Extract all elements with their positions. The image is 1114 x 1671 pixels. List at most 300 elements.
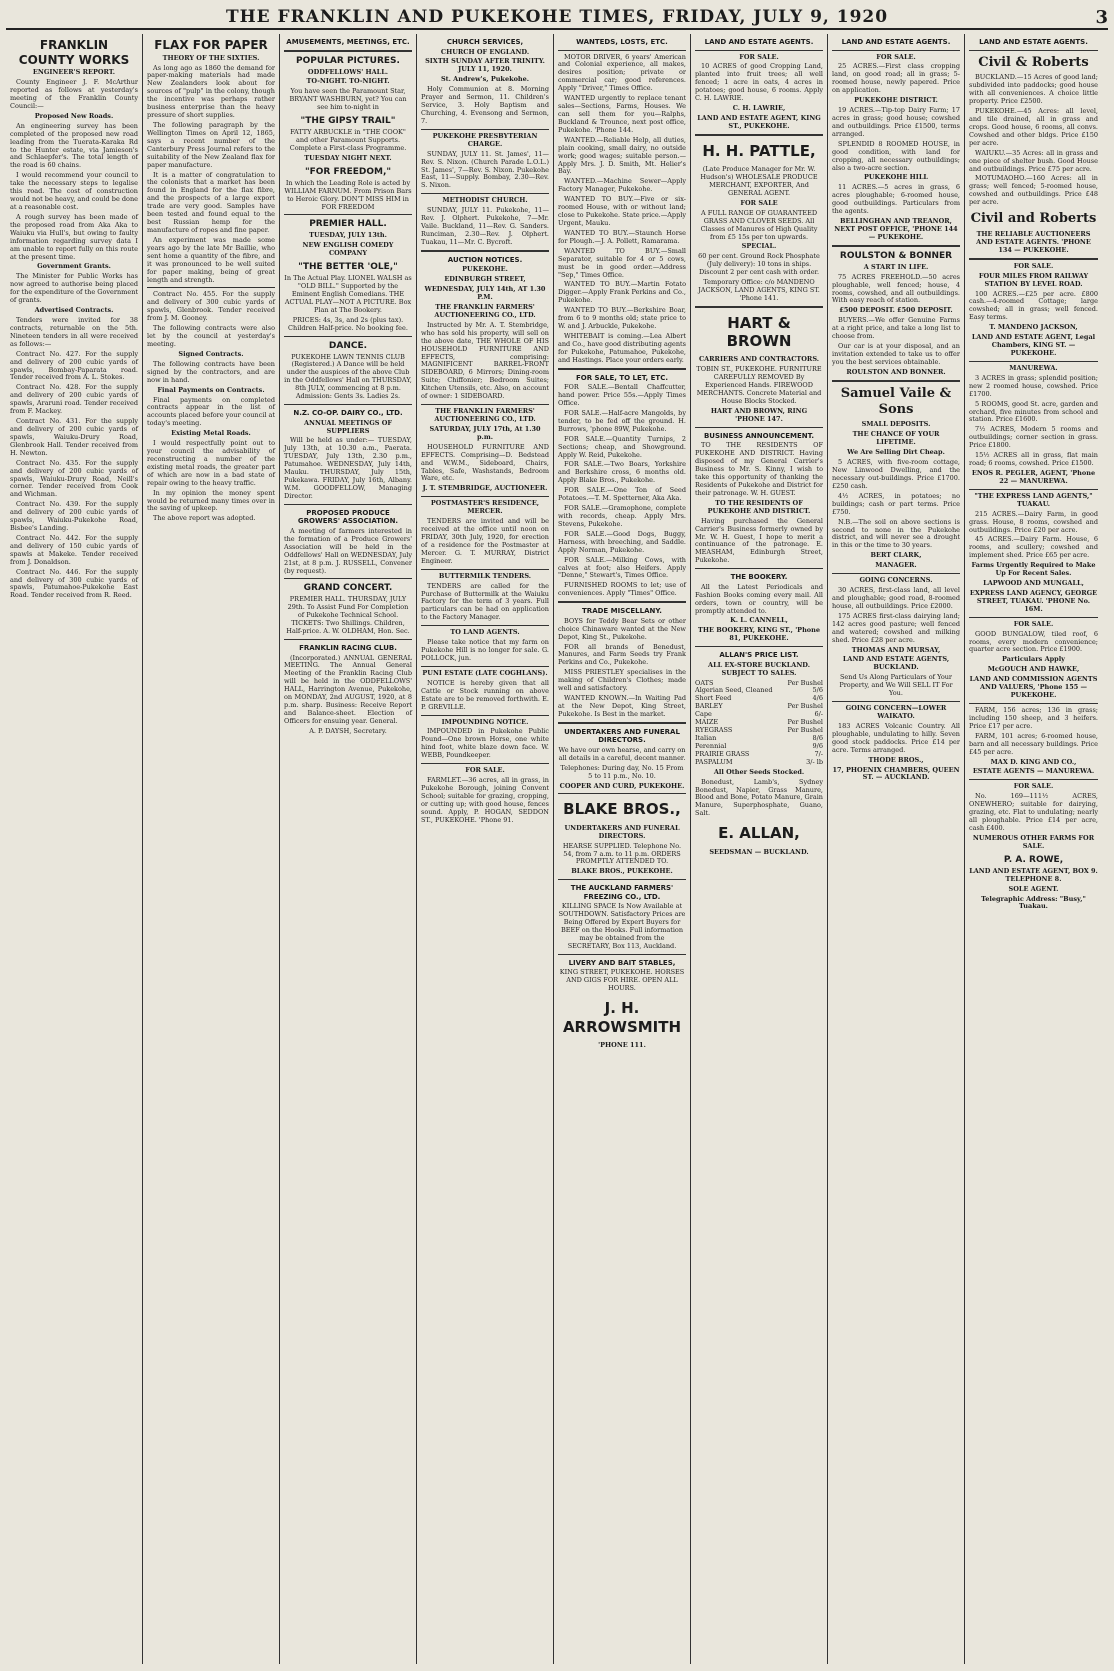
price-item: Italian xyxy=(695,734,717,743)
ad-text: FARM, 156 acres; 136 in grass; including 150 sheep, and 3 heifers. Price £17 per acre. xyxy=(969,706,1098,730)
manager-title: MANAGER. xyxy=(875,561,917,570)
article-paragraph: Contract No. 427. For the supply and delivery of 200 cubic yards of spawls, Bombay-Paparata road. Tender received from A. L. Stokes. xyxy=(10,349,138,382)
parish-name: St. Andrew's, Pukekohe. xyxy=(440,75,530,84)
ad-signature: BLAKE BROS., PUKEKOHE. xyxy=(571,867,673,876)
divider xyxy=(969,703,1098,704)
agent-address: LAND AND ESTATE AGENT, KING ST., PUKEKOHE. xyxy=(697,113,821,130)
ad-text: 10 ACRES of good Cropping Land, planted into fruit trees; all well fenced; 1 acre in oats, 4 acres in potatoes; good house, 6 rooms. Apply C. H. LAWRIE. xyxy=(695,62,823,103)
column-7 xyxy=(828,34,965,1664)
divider xyxy=(832,573,960,574)
showtime: TO-NIGHT. TO-NIGHT. xyxy=(306,77,390,86)
price-row xyxy=(695,759,823,767)
ad-text: 100 ACRES.—£25 per acre. £800 cash.—4-roomed Cottage; large cowshed; all in grass; well fenced. Easy terms. xyxy=(969,289,1098,322)
apply-line: Particulars Apply xyxy=(1002,655,1065,664)
arrowsmith-name: J. H. ARROWSMITH xyxy=(562,999,682,1036)
ad-text: FARM, 101 acres; 6-roomed house, barn and all necessary buildings. Price £45 per acre. xyxy=(969,731,1098,756)
divider xyxy=(695,646,823,647)
showtime: TUESDAY NIGHT NEXT. xyxy=(304,153,392,162)
ad-text: SPLENDID 8 ROOMED HOUSE, in good condition, with land for cropping, all necessary outbuildings; also a two-acre section. xyxy=(832,139,960,172)
ad-text: Bonedust, Lamb's, Sydney Bonedust, Napier, Grass Manure, Blood and Bone, Potato Manure, Grain Manure, Superphosphate, Guano, Salt. xyxy=(695,777,823,818)
price-list-heading: ALLAN'S PRICE LIST. xyxy=(719,651,799,660)
ad-text: Our car is at your disposal, and an invitation extended to take us to offer you the best services obtainable. xyxy=(832,342,960,366)
ad-text: MOTUMAOHO.—160 Acres: all in grass; well fenced; 5-roomed house, cowshed and outbuildings. Price £48 per acre. xyxy=(969,174,1098,207)
divider xyxy=(695,568,823,569)
price-value: Per Bushel xyxy=(787,726,823,735)
section-heading: Proposed New Roads. xyxy=(34,111,114,120)
article-paragraph: Contract No. 435. For the supply and delivery of 200 cubic yards of spawls, Waiuku-Drury Road, Neill's corner. Tender received from Cook and Wichman. xyxy=(10,458,138,499)
article-paragraph: The following contracts have been signed by the contractors, and are now in hand. xyxy=(147,359,275,384)
classified-ad: WANTED TO BUY.—Martin Fotato Digger.—Apply Frank Perkins and Co., Pukekohe. xyxy=(558,280,686,305)
ad-text: Send Us Along Particulars of Your Property, and We Will SELL IT For You. xyxy=(839,673,953,698)
price-list xyxy=(695,680,823,767)
premier-heading: PREMIER HALL. xyxy=(309,219,387,230)
article-paragraph: Contract No. 455. For the supply and delivery of 300 cubic yards of spawls, Glenbrook. Tender received from J. M. Gooney. xyxy=(147,290,275,323)
section-heading: Advertised Contracts. xyxy=(34,306,114,315)
ad-text: In The Actual Play. LIONEL WALSH as "OLD BILL." Supported by the Eminent English Comedians. THE ACTUAL PLAY—NOT A PICTURE. Box Plan at The Bookery. xyxy=(284,274,412,314)
ad-text: 5 ACRES, with five-room cottage, New Linwood Dwelling, and the necessary out-buildings. Price £1700. £250 cash. xyxy=(832,458,960,490)
impound-heading: IMPOUNDING NOTICE. xyxy=(441,717,529,726)
article-paragraph: Contract No. 439. For the supply and delivery of 200 cubic yards of spawls, Waiuku-Pukekohe Road, Bisbee's Landing. xyxy=(10,500,138,533)
for-sale-heading: FOR SALE. xyxy=(1013,261,1054,270)
divider xyxy=(969,50,1098,51)
church-heading: CHURCH SERVICES, xyxy=(446,38,524,46)
small-deposits-heading: SMALL DEPOSITS. xyxy=(861,420,931,429)
ad-text: 75 ACRES FREEHOLD.—50 acres ploughable, well fenced; house, 4 rooms, cowshed, and all outbuildings. With easy reach of station. xyxy=(832,272,960,305)
business-subheading: TO THE RESIDENTS OF PUKEKOHE AND DISTRICT. xyxy=(707,498,811,515)
classified-ad: MISS PRIESTLEY specialises in the making of Children's Clothes; made well and satisfactory. xyxy=(558,668,686,693)
for-sale-heading: FOR SALE. xyxy=(1013,619,1054,628)
section-heading: Final Payments on Contracts. xyxy=(157,385,265,394)
business-heading: BUSINESS ANNOUNCEMENT. xyxy=(703,431,815,440)
special-heading: SPECIAL. xyxy=(741,242,777,251)
county-works-heading: FRANKLIN COUNTY WORKS xyxy=(18,38,130,67)
price-value: Per Bushel xyxy=(787,718,823,727)
concert-heading: GRAND CONCERT. xyxy=(303,583,393,594)
article-paragraph: Contract No. 431. For the supply and delivery of 200 cubic yards of spawls, Waiuku-Drury Road, Glenbrook Hall. Tender received from H. Newton. xyxy=(10,417,138,457)
agent-address: THE RELIABLE AUCTIONEERS AND ESTATE AGENTS. 'PHONE 134 — PUKEKOHE. xyxy=(976,230,1091,254)
ad-text: 45 ACRES.—Dairy Farm. House, 6 rooms, and scullery; cowshed and implement shed. Price £65 per acre. xyxy=(969,535,1098,560)
ad-text: PUKEKOHE.—45 Acres: all level, and tile drained, all in grass and crops. Good house, 6 rooms, all convs. Cowshed and other bldgs. Price £150 per acre. xyxy=(969,107,1098,147)
auctioneer-name: THE FRANKLIN FARMERS' AUCTIONEERING CO., LTD. xyxy=(434,303,536,319)
classified-ad: MOTOR DRIVER, 6 years' American and Colonial experience, all makes, desires position; private or commercial car; good references. Apply "Driver," Times Office. xyxy=(558,52,686,93)
ad-signature: A. P. DAYSH, Secretary. xyxy=(309,726,387,735)
price-item: RYEGRASS xyxy=(695,726,733,735)
divider xyxy=(558,50,686,51)
article-paragraph: Tenders were invited for 38 contracts, returnable on the 5th. Nineteen tenders in all were received as follows:— xyxy=(10,315,138,348)
divider xyxy=(421,763,549,764)
column-1 xyxy=(6,34,143,1664)
divider xyxy=(695,306,823,308)
dance-heading: DANCE. xyxy=(328,340,368,351)
auction-heading: AUCTION NOTICES. xyxy=(447,255,523,264)
roulston-heading: ROULSTON & BONNER xyxy=(839,250,953,261)
classified-ad: FOR SALE.—Milking Cows, with calves at foot; also Heifers. Apply "Denne," Stewart's, Times Office. xyxy=(558,555,686,580)
divider xyxy=(695,134,823,136)
divider xyxy=(695,427,823,428)
classified-ad: WANTED TO BUY.—Small Separator, suitable for 4 or 5 cows, must be in good order.—Address "Sep," Times Office. xyxy=(558,246,686,279)
blake-subheading: UNDERTAKERS AND FUNERAL DIRECTORS. xyxy=(564,823,680,840)
divider xyxy=(284,336,412,337)
classified-ad: BOYS for Teddy Bear Sets or other choice Chinaware wanted at the New Depot, King St., Pukekohe. xyxy=(558,616,686,641)
classified-ad: WANTED urgently to replace tenant sales—Sections, Farms, Houses. We can sell them for you—Ralphs, Buckland & Trounce, next post office, Pukekohe. 'Phone 144. xyxy=(558,94,686,134)
masthead xyxy=(6,6,1108,30)
ad-text: 3 ACRES in grass; splendid position; new 2 roomed house, cowshed. Price £1700. xyxy=(969,373,1098,398)
listing-heading: FOUR MILES FROM RAILWAY STATION BY LEVEL ROAD. xyxy=(978,271,1089,288)
divider xyxy=(284,404,412,405)
dairy-subheading: ANNUAL MEETINGS OF SUPPLIERS xyxy=(304,418,392,435)
arrowsmith-phone: 'PHONE 111. xyxy=(598,1040,646,1049)
numerous-line: NUMEROUS OTHER FARMS FOR SALE. xyxy=(972,833,1095,850)
ad-text: Please take notice that my farm on Pukekohe Hill is no longer for sale. G. POLLOCK, jun. xyxy=(421,638,549,662)
ad-text: All the Latest Periodicals and Fashion Books coming every mail. All orders, town or country, will be promptly attended to. xyxy=(695,582,823,615)
column-2 xyxy=(143,34,280,1664)
agent-name: McGOUCH AND HAWKE, xyxy=(987,665,1080,674)
divider xyxy=(421,715,549,716)
auction-date: SATURDAY, JULY 17th, At 1.30 p.m. xyxy=(429,424,541,441)
church-date: SIXTH SUNDAY AFTER TRINITY. JULY 11, 1920. xyxy=(425,57,545,74)
classified-ad: FOR SALE.—One Ton of Seed Potatoes.—T. M. Spetterner, Aka Aka. xyxy=(558,486,686,503)
ad-text: TOBIN ST., PUKEKOHE. FURNITURE CAREFULLY REMOVED By Experienced Hands. FIREWOOD MERCHANTS. Concrete Material and House Blocks Stocked. xyxy=(696,365,822,406)
article-paragraph: An engineering survey has been completed of the proposed new road leading from the Tuerata-Karaka Rd to the Hunter estate, via Jamieson's and Schlaepfer's. The total length of the road is 60 chains. xyxy=(10,121,138,170)
price-item: PASPALUM xyxy=(695,757,733,766)
article-paragraph: In my opinion the money spent would be returned many times over in the saving of upkeep. xyxy=(147,488,275,513)
venue: ODDFELLOWS' HALL. xyxy=(307,67,389,76)
ad-text: N.B.—The soil on above sections is second to none in the Pukekohe district, and will never see a drought in this or the time to 30 years. xyxy=(832,517,960,550)
ad-text: TENDERS are invited and will be received at the office until noon on FRIDAY, 30th July, 1920, for erection of a residence for the Postmaster at Mercer. G. T. MURRAY, District Engineer. xyxy=(421,517,549,565)
ad-text: KING STREET, PUKEKOHE. HORSES AND GIGS FOR HIRE. OPEN ALL HOURS. xyxy=(559,968,685,993)
land-agents-heading: LAND AND ESTATE AGENTS. xyxy=(704,38,814,46)
divider xyxy=(969,779,1098,780)
ad-text: FARMLET.—36 acres, all in grass, in Pukekohe Borough, joining Convent School; suitable for grazing, cropping, or cutting up; with good house, fences sound. Apply, P. HOGAN, SEDDON ST., PUKEKOHE. 'Phone 91. xyxy=(421,776,549,824)
undertakers-heading: UNDERTAKERS AND FUNERAL DIRECTORS. xyxy=(564,727,680,745)
church-heading-presbyterian: PUKEKOHE PRESBYTERIAN CHARGE. xyxy=(432,131,538,148)
postmaster-heading: POSTMASTER'S RESIDENCE, MERCER. xyxy=(430,499,540,516)
agent-address: ESTATE AGENTS — MANUREWA. xyxy=(972,767,1095,776)
divider xyxy=(695,50,823,51)
ad-text: Instructed by Mr. A. T. Stembridge, who has sold his property, will sell on the above date, THE WHOLE OF HIS HOUSEHOLD FURNITURE AND EFFECTS, comprising: MAGNIFICENT BARREL-FRONT SIDEBOARD, 6 Mirrors; Dining-room Suite; Chiffonier; Bedroom Suites; Kitchen Utensils, etc. Also, on account of owner: 1 SIDEBOARD. xyxy=(421,320,549,401)
divider xyxy=(421,496,549,497)
bookery-heading: THE BOOKERY. xyxy=(730,573,788,582)
ad-text: BUCKLAND.—15 Acres of good land; subdivided into paddocks; good house with all conveniences. A choice little property. Price £2500. xyxy=(969,73,1098,106)
classified-ad: WANTED TO BUY.—Berkshire Boar, from 6 to 9 months old; state price to W. and J. Arbuckle, Pukekohe. xyxy=(558,306,686,331)
article-paragraph: Contract No. 442. For the supply and delivery of 150 cubic yards of spawls at Makeke. Tender received from J. Donaldson. xyxy=(10,533,138,566)
classified-ad: WANTED TO BUY.—Five or six-roomed House, with or without land; close to Pukekohe. State price.—Apply Urgent, Mauku. xyxy=(558,195,686,227)
ad-text: PREMIER HALL. THURSDAY, JULY 29th. To Assist Fund For Completion of Pukekohe Technical School. TICKETS: Two Shillings. Children, Half-price. A. W. OLDHAM, Hon. Sec. xyxy=(286,595,410,636)
article-paragraph: The Minister for Public Works has now agreed to authorise being placed for the expenditure of the Government of grants. xyxy=(10,272,138,305)
divider xyxy=(832,701,960,702)
divider xyxy=(558,368,686,370)
classified-ad: FOR SALE.—Gramophone, complete with records, cheap. Apply Mrs. Stevens, Pukekohe. xyxy=(558,504,686,528)
ad-text: WAIUKU.—35 Acres: all in grass and one piece of shelter bush. Good House and outbuildings. Price £75 per acre. xyxy=(969,148,1098,173)
ad-text: BUYERS.—We offer Genuine Farms at a right price, and take a long list to choose from. xyxy=(832,316,960,341)
ad-text: 5 ROOMS, good St. acre, garden and orchard, five minutes from school and station. Price £1600. xyxy=(969,399,1098,424)
article-paragraph: An experiment was made some years ago by the late Mr Baillie, who sent home a quantity of the fibre, and it was pronounced to be well suited for paper making, being of great length and strength. xyxy=(147,235,275,284)
ad-text: 215 ACRES.—Dairy Farm, in good grass. House, 8 rooms, cowshed and outbuildings. Price £20 per acre. xyxy=(969,509,1098,534)
ad-signature: COOPER AND CURD, PUKEKOHE. xyxy=(559,781,685,790)
vaile-heading: Samuel Vaile & Sons xyxy=(840,385,952,417)
telegraphic-address: Telegraphic Address: "Busy," Tuakau. xyxy=(981,894,1086,911)
estate-notice-heading: PUNI ESTATE (LATE COGHLANS). xyxy=(422,668,548,677)
ad-text: (Late Produce Manager for Mr. W. Hudson's) WHOLESALE PRODUCE MERCHANT, EXPORTER, And GENERAL AGENT. xyxy=(700,165,818,197)
ad-text: SUNDAY, JULY 11. St. James', 11—Rev. S. Nixon. (Church Parade L.O.L.) St. James', 7—Rev. S. Nixon. Pukekohe East, 11—Supply. Bombay, 2.30—Rev. S. Nixon. xyxy=(421,149,549,190)
columns xyxy=(6,34,1108,1664)
price-value: Per Bushel xyxy=(787,678,823,687)
land-agents-heading: LAND AND ESTATE AGENTS. xyxy=(979,38,1088,46)
divider xyxy=(421,250,549,252)
newspaper-title: THE FRANKLIN AND PUKEKOHE TIMES, FRIDAY, JULY 9, 1920 xyxy=(225,7,889,27)
ad-text: (Incorporated.) ANNUAL GENERAL MEETING. The Annual General Meeting of the Franklin Racing Club will be held in the ODDFELLOWS' HALL, Harrington Avenue, Pukekohe, on MONDAY, 2nd AUGUST, 1920, at 8 p.m. sharp. Business: Receive Report and Balance-sheet. Election of Officers for ensuing year. General. xyxy=(284,653,412,725)
land-agents-heading: LAND AND ESTATE AGENTS. xyxy=(841,38,951,46)
manager-name: BERT CLARK, xyxy=(870,551,922,560)
agent-address: LAND AND ESTATE AGENT, BOX 9. TELEPHONE 8. xyxy=(969,866,1098,883)
column-6 xyxy=(691,34,828,1664)
livery-heading: LIVERY AND BAIT STABLES, xyxy=(568,958,676,967)
ad-text: 175 ACRES first-class dairying land; 142 acres good pasture; well fenced and watered; cowshed and milking shed. Price £28 per acre. xyxy=(832,611,960,644)
section-heading: Signed Contracts. xyxy=(178,349,244,358)
civil-roberts-signature: Civil and Roberts xyxy=(970,211,1097,227)
chance-line: THE CHANCE OF YOUR LIFETIME. xyxy=(852,430,940,447)
classified-ad: FOR SALE.—Half-acre Mangolds, by tender, to be fed off the ground. H. Burrows, 'phone 89W, Pukekohe. xyxy=(558,408,686,433)
ad-text: No. 169—111½ ACRES, ONEWHERO; suitable for dairying, grazing, etc. Flat to undulating; nearly all ploughable. Price £14 per acre, cash £400. xyxy=(969,792,1098,832)
agent-address: ENOS R. PEGLER, AGENT, 'Phone 22 — MANUREWA. xyxy=(971,468,1096,485)
racing-heading: FRANKLIN RACING CLUB. xyxy=(299,644,397,652)
agent-name: THOMAS AND MURSAY, xyxy=(851,645,941,654)
ad-text: 30 ACRES, first-class land, all level and ploughable; good road, 8-roomed house, all outbuildings. Price £2000. xyxy=(832,586,960,610)
ad-signature: HART AND BROWN, RING 'PHONE 147. xyxy=(710,407,808,423)
price-item: Perennial xyxy=(695,741,727,750)
church-heading-methodist: METHODIST CHURCH. xyxy=(442,196,528,205)
agent-name: T. MANDENO JACKSON, xyxy=(989,323,1078,332)
ad-text: TENDERS are called for the Purchase of Buttermilk at the Waiuku Factory for the term of 3 years. Full particulars can be had on application to the Factory Manager. xyxy=(421,581,549,622)
agent-address: BELLINGHAN AND TREANOR, NEXT POST OFFICE, 'PHONE 144 — PUKEKOHE. xyxy=(834,217,958,241)
growers-heading: PROPOSED PRODUCE GROWERS' ASSOCIATION. xyxy=(297,508,399,526)
hart-brown-heading: HART & BROWN xyxy=(726,313,792,351)
divider xyxy=(284,578,412,579)
for-sale-heading: FOR SALE xyxy=(740,198,778,207)
column-8 xyxy=(965,34,1102,1664)
divider xyxy=(558,954,686,955)
agent-address: EXPRESS LAND AGENCY, GEORGE STREET, TUAKAU. 'PHONE No. 16M. xyxy=(969,588,1098,613)
ad-text: KILLING SPACE Is Now Available at SOUTHDOWN. Satisfactory Prices are Being Offered by Expert Buyers for BEEF on the Hooks. Full information may be obtained from the SECRETARY, Box 113, Auckland. xyxy=(558,902,686,950)
price-item: BARLEY xyxy=(695,702,723,711)
classified-ad: WANTED.—Machine Sewer—Apply Factory Manager, Pukekohe. xyxy=(558,177,686,194)
auction-street: EDINBURGH STREET, xyxy=(444,275,526,284)
auctioneer-signature: J. T. STEMBRIDGE, AUCTIONEER. xyxy=(422,484,548,493)
freezing-heading: THE AUCKLAND FARMERS' FREEZING CO., LTD. xyxy=(570,884,674,901)
ad-text: A FULL RANGE OF GUARANTEED GRASS AND CLOVER SEEDS. All Classes of Manures of High Quality from £5 15s per ton upwards. xyxy=(700,208,818,241)
ad-text: 15½ ACRES all in grass, flat main road; 6 rooms, cowshed. Price £1500. xyxy=(969,451,1098,468)
divider xyxy=(421,625,549,626)
price-value: Per Bushel xyxy=(787,702,823,711)
divider xyxy=(421,129,549,130)
agent-name: MAX D. KING AND CO., xyxy=(990,757,1077,766)
divider xyxy=(969,361,1098,362)
express-heading: "THE EXPRESS LAND AGENTS," TUAKAU. xyxy=(974,491,1093,508)
price-value: 5/6 xyxy=(812,686,823,695)
ad-text: SUNDAY, JULY 11. Pukekohe, 11—Rev. J. Olphert. Pukekohe, 7—Mr. Vaile. Buckland, 11—Rev. G. Sanders. Runciman, 2.30—Rev. J. Olphert. Tuakau, 11—Mr. C. Bycroft. xyxy=(421,206,549,246)
company-name: NEW ENGLISH COMEDY COMPANY xyxy=(302,241,394,258)
divider xyxy=(421,569,549,570)
classified-ad: FOR SALE.—Quantity Turnips, 2 Sections; cheap, and Showground. Apply W. Reid, Pukekohe. xyxy=(558,434,686,459)
divider xyxy=(147,287,275,288)
section-heading: Government Grants. xyxy=(37,262,111,271)
start-heading: A START IN LIFE. xyxy=(863,262,929,271)
article-paragraph: Contract No. 428. For the supply and delivery of 200 cubic yards of spawls, Araruni road. Tender received from F. Mackey. xyxy=(10,383,138,416)
flax-heading: FLAX FOR PAPER xyxy=(154,38,268,52)
play-title: "THE BETTER 'OLE," xyxy=(298,262,398,273)
divider xyxy=(421,666,549,667)
film-title: "FOR FREEDOM," xyxy=(304,166,392,177)
ad-text: Will be held as under:— TUESDAY, July 13th, at 10.30 a.m., Paerata. TUESDAY, July 13th, 2.30 p.m., Patumahoe. WEDNESDAY, July 14th, Mauku. THURSDAY, July 15th, Pukekawa. FRIDAY, July 16th, Albany. W.M. GOODFELLOW, Managing Director. xyxy=(284,436,412,500)
trade-heading: TRADE MISCELLANY. xyxy=(582,607,662,616)
divider xyxy=(284,214,412,215)
agent-name: P. A. ROWE, xyxy=(1003,854,1064,865)
divider xyxy=(832,245,960,247)
article-paragraph: The following contracts were also let by the council at yesterday's meeting. xyxy=(147,324,275,348)
page-number: 3 xyxy=(1095,6,1108,28)
article-paragraph: A rough survey has been made of the proposed road from Aka Aka to Waiuku via Hull's, but owing to faulty information regarding survey data I am unable to report fully on this route at the present time. xyxy=(10,212,138,261)
ad-text: In which the Leading Role is acted by WILLIAM FARNUM. From Prison Bars to Heroic Glory. DON'T MISS HIM in FOR FREEDOM xyxy=(284,178,412,211)
article-paragraph: I would recommend your council to take the necessary steps to legalise this road. The cost of construction would not be heavy, and could be done at a reasonable cost. xyxy=(10,171,138,211)
land-agents-notice-heading: TO LAND AGENTS. xyxy=(450,628,520,637)
sole-agent-line: SOLE AGENT. xyxy=(1008,884,1059,893)
agent-name: C. H. LAWRIE, xyxy=(732,104,786,113)
divider xyxy=(558,601,686,603)
allan-name: E. ALLAN, xyxy=(718,824,800,843)
auctioneer-name: THE FRANKLIN FARMERS' AUCTIONEERING CO., LTD. xyxy=(434,407,536,424)
divider xyxy=(832,380,960,382)
flax-subheading: THEORY OF THE SIXTIES. xyxy=(162,53,260,62)
auction-location: PUKEKOHE. xyxy=(462,265,508,274)
price-item: Short Feed xyxy=(695,694,732,703)
ad-text: 11 ACRES.—5 acres in grass, 6 acres ploughable; 6-roomed house, good outbuildings. Particulars from the agents. xyxy=(832,183,960,216)
district-heading: MANUREWA. xyxy=(1009,363,1058,372)
divider xyxy=(558,722,686,724)
ad-text: Holy Communion at 8. Morning Prayer and Sermon, 11. Children's Service, 3. Holy Baptism and Churching, 4. Evensong and Sermon, 7. xyxy=(421,85,549,125)
ad-text: HEARSE SUPPLIED. Telephone No. 54, from 7 a.m. to 11 p.m. ORDERS PROMPTLY ATTENDED TO. xyxy=(562,841,682,866)
divider xyxy=(284,504,412,505)
ad-text: 4½ ACRES, in potatoes; no buildings; cash or part terms. Price £750. xyxy=(832,491,960,516)
buttermilk-heading: BUTTERMILK TENDERS. xyxy=(438,571,532,580)
article-paragraph: It is a matter of congratulation to the colonists that a market has been found in England for the flax fibre, and the prospects of a large export trade are very good. Samples have been tested and found equal to the best Russian hemp for the manufacture of ropes and fine paper. xyxy=(147,170,275,234)
article-paragraph: As long ago as 1860 the demand for paper-making materials had made New Zealanders look about for sources of "pulp" in the colony, though the incentive was perhaps rather business enterprise than the heavy pressure of short supplies. xyxy=(147,63,275,120)
for-sale-heading: FOR SALE. xyxy=(1013,782,1054,791)
amusements-heading: AMUSEMENTS, MEETINGS, ETC. xyxy=(286,38,410,46)
divider xyxy=(558,793,686,794)
wanteds-heading: WANTEDS, LOSTS, ETC. xyxy=(576,38,668,46)
for-sale-to-let-heading: FOR SALE, TO LET, ETC. xyxy=(576,373,668,382)
price-list-note: All Other Seeds Stocked. xyxy=(713,767,805,776)
classified-ad: FOR SALE.—Two Boars, Yorkshire and Berkshire cross, 6 months old. Apply Blake Bros., Pukekohe. xyxy=(558,460,686,485)
church-subheading: CHURCH OF ENGLAND. xyxy=(440,47,530,56)
ad-text: IMPOUNDED in Pukekohe Public Pound—One brown Horse, one white hind foot, white blaze down face. W. WEBB, Poundkeeper. xyxy=(421,727,549,760)
price-value: 3/- lb xyxy=(806,757,823,766)
ad-text: PUKEKOHE LAWN TENNIS CLUB (Registered.) A Dance will be held under the auspices of the above Club in the Oddfellows' Hall on THURSDAY, 8th JULY, commencing at 8 p.m. Admission: Gents 3s. Ladies 2s. xyxy=(284,352,412,401)
section-heading: Existing Metal Roads. xyxy=(171,429,251,438)
ad-text: Temporary Office: c/o MANDENO JACKSON, LAND AGENTS, KING ST. 'Phone 141. xyxy=(698,278,820,302)
going-concerns-heading: GOING CONCERNS. xyxy=(859,576,933,585)
ad-text: FATTY ARBUCKLE in "THE COOK" and other Paramount Supports. Complete a First-class Programme. xyxy=(289,128,407,152)
event-date: TUESDAY, JULY 13th. xyxy=(309,231,387,240)
ad-text: 183 ACRES Volcanic Country. All ploughable, undulating to hilly. Seven good stock paddocks. Price £14 per acre. Terms arranged. xyxy=(832,721,960,754)
agent-address: LAND AND COMMISSION AGENTS AND VALUERS, 'Phone 155 — PUKEKOHE. xyxy=(969,675,1098,700)
district-heading: PUKEKOHE HILL xyxy=(864,173,928,182)
classified-ad: FOR all brands of Benedust, Manures, and Farm Seeds try Frank Perkins and Co., Pukekohe. xyxy=(558,642,686,667)
hart-subheading: CARRIERS AND CONTRACTORS. xyxy=(698,355,820,364)
ad-text: 7½ ACRES, Modern 5 rooms and outbuildings; corner section in grass. Price £1800. xyxy=(969,425,1098,450)
ad-text: GOOD BUNGALOW, tiled roof, 6 rooms, every modern convenience; quarter acre section. Price £1900. xyxy=(969,629,1098,654)
agent-address: THE BOOKERY, KING ST., 'Phone 81, PUKEKOHE. xyxy=(698,626,820,643)
article-paragraph: The above report was adopted. xyxy=(153,514,256,523)
divider xyxy=(969,489,1098,490)
price-item: MAIZE xyxy=(695,718,719,727)
price-value: 4/6 xyxy=(812,694,823,703)
ad-text: TO THE RESIDENTS OF PUKEKOHE AND DISTRICT. Having disposed of my General Carrier's Business to Mr. S. Kinny, I wish to take this opportunity of thanking the Residents of Pukekohe and District for their patronage. W. H. GUEST. xyxy=(695,441,823,497)
column-5 xyxy=(554,34,691,1664)
divider xyxy=(421,193,549,194)
county-works-subheading: ENGINEER'S REPORT. xyxy=(32,68,116,77)
price-row xyxy=(695,703,823,711)
divider xyxy=(969,258,1098,260)
ad-text: 25 ACRES.—First class cropping land, on good road; all in grass; 5-roomed house, newly papered. Price on application. xyxy=(832,62,960,95)
ad-text: Telephones: During day, No. 15 From 5 to 11 p.m., No. 10. xyxy=(560,763,684,780)
price-value: 9/6 xyxy=(812,741,823,750)
agent-address: 17, PHOENIX CHAMBERS, QUEEN ST. — AUCKLAND. xyxy=(832,765,960,782)
film-title: "THE GIPSY TRAIL" xyxy=(300,116,396,127)
for-sale-heading: FOR SALE. xyxy=(739,52,779,61)
divider xyxy=(832,50,960,51)
column-3 xyxy=(280,34,417,1664)
classified-ad: WANTED KNOWN.—In Waiting Pad at the New Depot, King Street, Pukekohe. Is Best in the market. xyxy=(558,694,686,718)
ad-text: 60 per cent. Ground Rock Phosphate (July delivery): 10 tons in ships. Discount 2 per cent cash with order. xyxy=(698,252,820,277)
article-paragraph: County Engineer J. F. McArthur reported as follows at yesterday's meeting of the Franklin County Council:— xyxy=(10,78,138,110)
ad-text: 19 ACRES.—Tip-top Dairy Farm; 17 acres in grass; good house; cowshed and outbuildings. Price £1500, terms arranged. xyxy=(832,106,960,138)
auction-date: WEDNESDAY, JULY 14th, AT 1.30 P.M. xyxy=(424,285,546,302)
article-paragraph: Final payments on completed contracts appear in the list of accounts placed before your council at today's meeting. xyxy=(147,395,275,428)
price-value: 8/6 xyxy=(812,734,823,743)
going-concern-heading: GOING CONCERN—LOWER WAIKATO. xyxy=(845,704,947,720)
agent-name: LAPWOOD AND MUNGALL, xyxy=(983,579,1084,588)
agent-address: LAND AND ESTATE AGENTS, BUCKLAND. xyxy=(842,655,950,672)
ad-text: HOUSEHOLD FURNITURE AND EFFECTS. Comprising—D. Bedstead and W.W.M., Sideboard, Chairs, Tables, Safe, Washstands, Bedroom Ware, etc. xyxy=(421,442,549,483)
price-item: Cape xyxy=(695,710,712,719)
classified-ad: FOR SALE.—Good Dogs, Buggy, Harness, with breeching, and Saddle. Apply Norman, Pukekohe. xyxy=(558,529,686,554)
column-4 xyxy=(417,34,554,1664)
ad-signature: ROULSTON AND BONNER. xyxy=(846,367,946,376)
article-paragraph: Contract No. 446. For the supply and delivery of 300 cubic yards of spawls, Patumahoe-Pukekohe East Road. Tender received from R. Reed. xyxy=(10,567,138,600)
article-paragraph: The following paragraph by the Wellington Times on April 12, 1865, says a recent number of the Canterbury Press Journal refers to the suitability of the New Zealand flax for paper manufacture. xyxy=(147,121,275,169)
divider xyxy=(421,404,549,405)
divider xyxy=(284,639,412,640)
classified-ad: FURNISHED ROOMS to let; use of conveniences. Apply "Times" Office. xyxy=(558,581,686,598)
farms-wanted-line: Farms Urgently Required to Make Up For Recent Sales. xyxy=(971,561,1096,578)
ad-text: You have seen the Paramount Star, BRYANT WASHBURN, yet? You can see him to-night in xyxy=(289,87,407,112)
allan-address: SEEDSMAN — BUCKLAND. xyxy=(709,847,809,856)
price-item: Algerian Seed, Cleaned xyxy=(695,686,773,695)
classified-ad: WANTED TO BUY.—Staunch Horse for Plough.—J. A. Pollett, Ramarama. xyxy=(558,228,686,245)
for-sale-heading: FOR SALE. xyxy=(876,52,916,61)
classified-ad: WHITEBAIT is coming.—Lea Albert and Co., have good distributing agents for Pukekohe, Patumahoe, Pukekohe, and Hastings. Place your orders early. xyxy=(558,331,686,364)
agent-name: THODE BROS., xyxy=(868,755,924,764)
for-sale-heading: FOR SALE. xyxy=(465,766,505,775)
pattle-heading: H. H. PATTLE, xyxy=(702,141,816,160)
ad-text: We have our own hearse, and carry on all details in a careful, decent manner. xyxy=(558,745,686,762)
ad-text: A meeting of farmers interested in the formation of a Produce Growers' Association will be held in the Oddfellows' Hall on WEDNESDAY, July 21st, at 8 p.m. J. RUSSELL, Convener (by request). xyxy=(284,526,412,575)
classified-ad: FOR SALE.—Bentall Chaffcutter, hand power. Price 55s.—Apply Times Office. xyxy=(558,383,686,408)
article-paragraph: I would respectfully point out to your council the advisability of reconstructing a number of the existing metal roads, the greater part of which are now in a bad state of repair owing to the heavy traffic. xyxy=(147,439,275,487)
divider xyxy=(558,879,686,880)
blake-bros-heading: BLAKE BROS., xyxy=(563,800,681,819)
